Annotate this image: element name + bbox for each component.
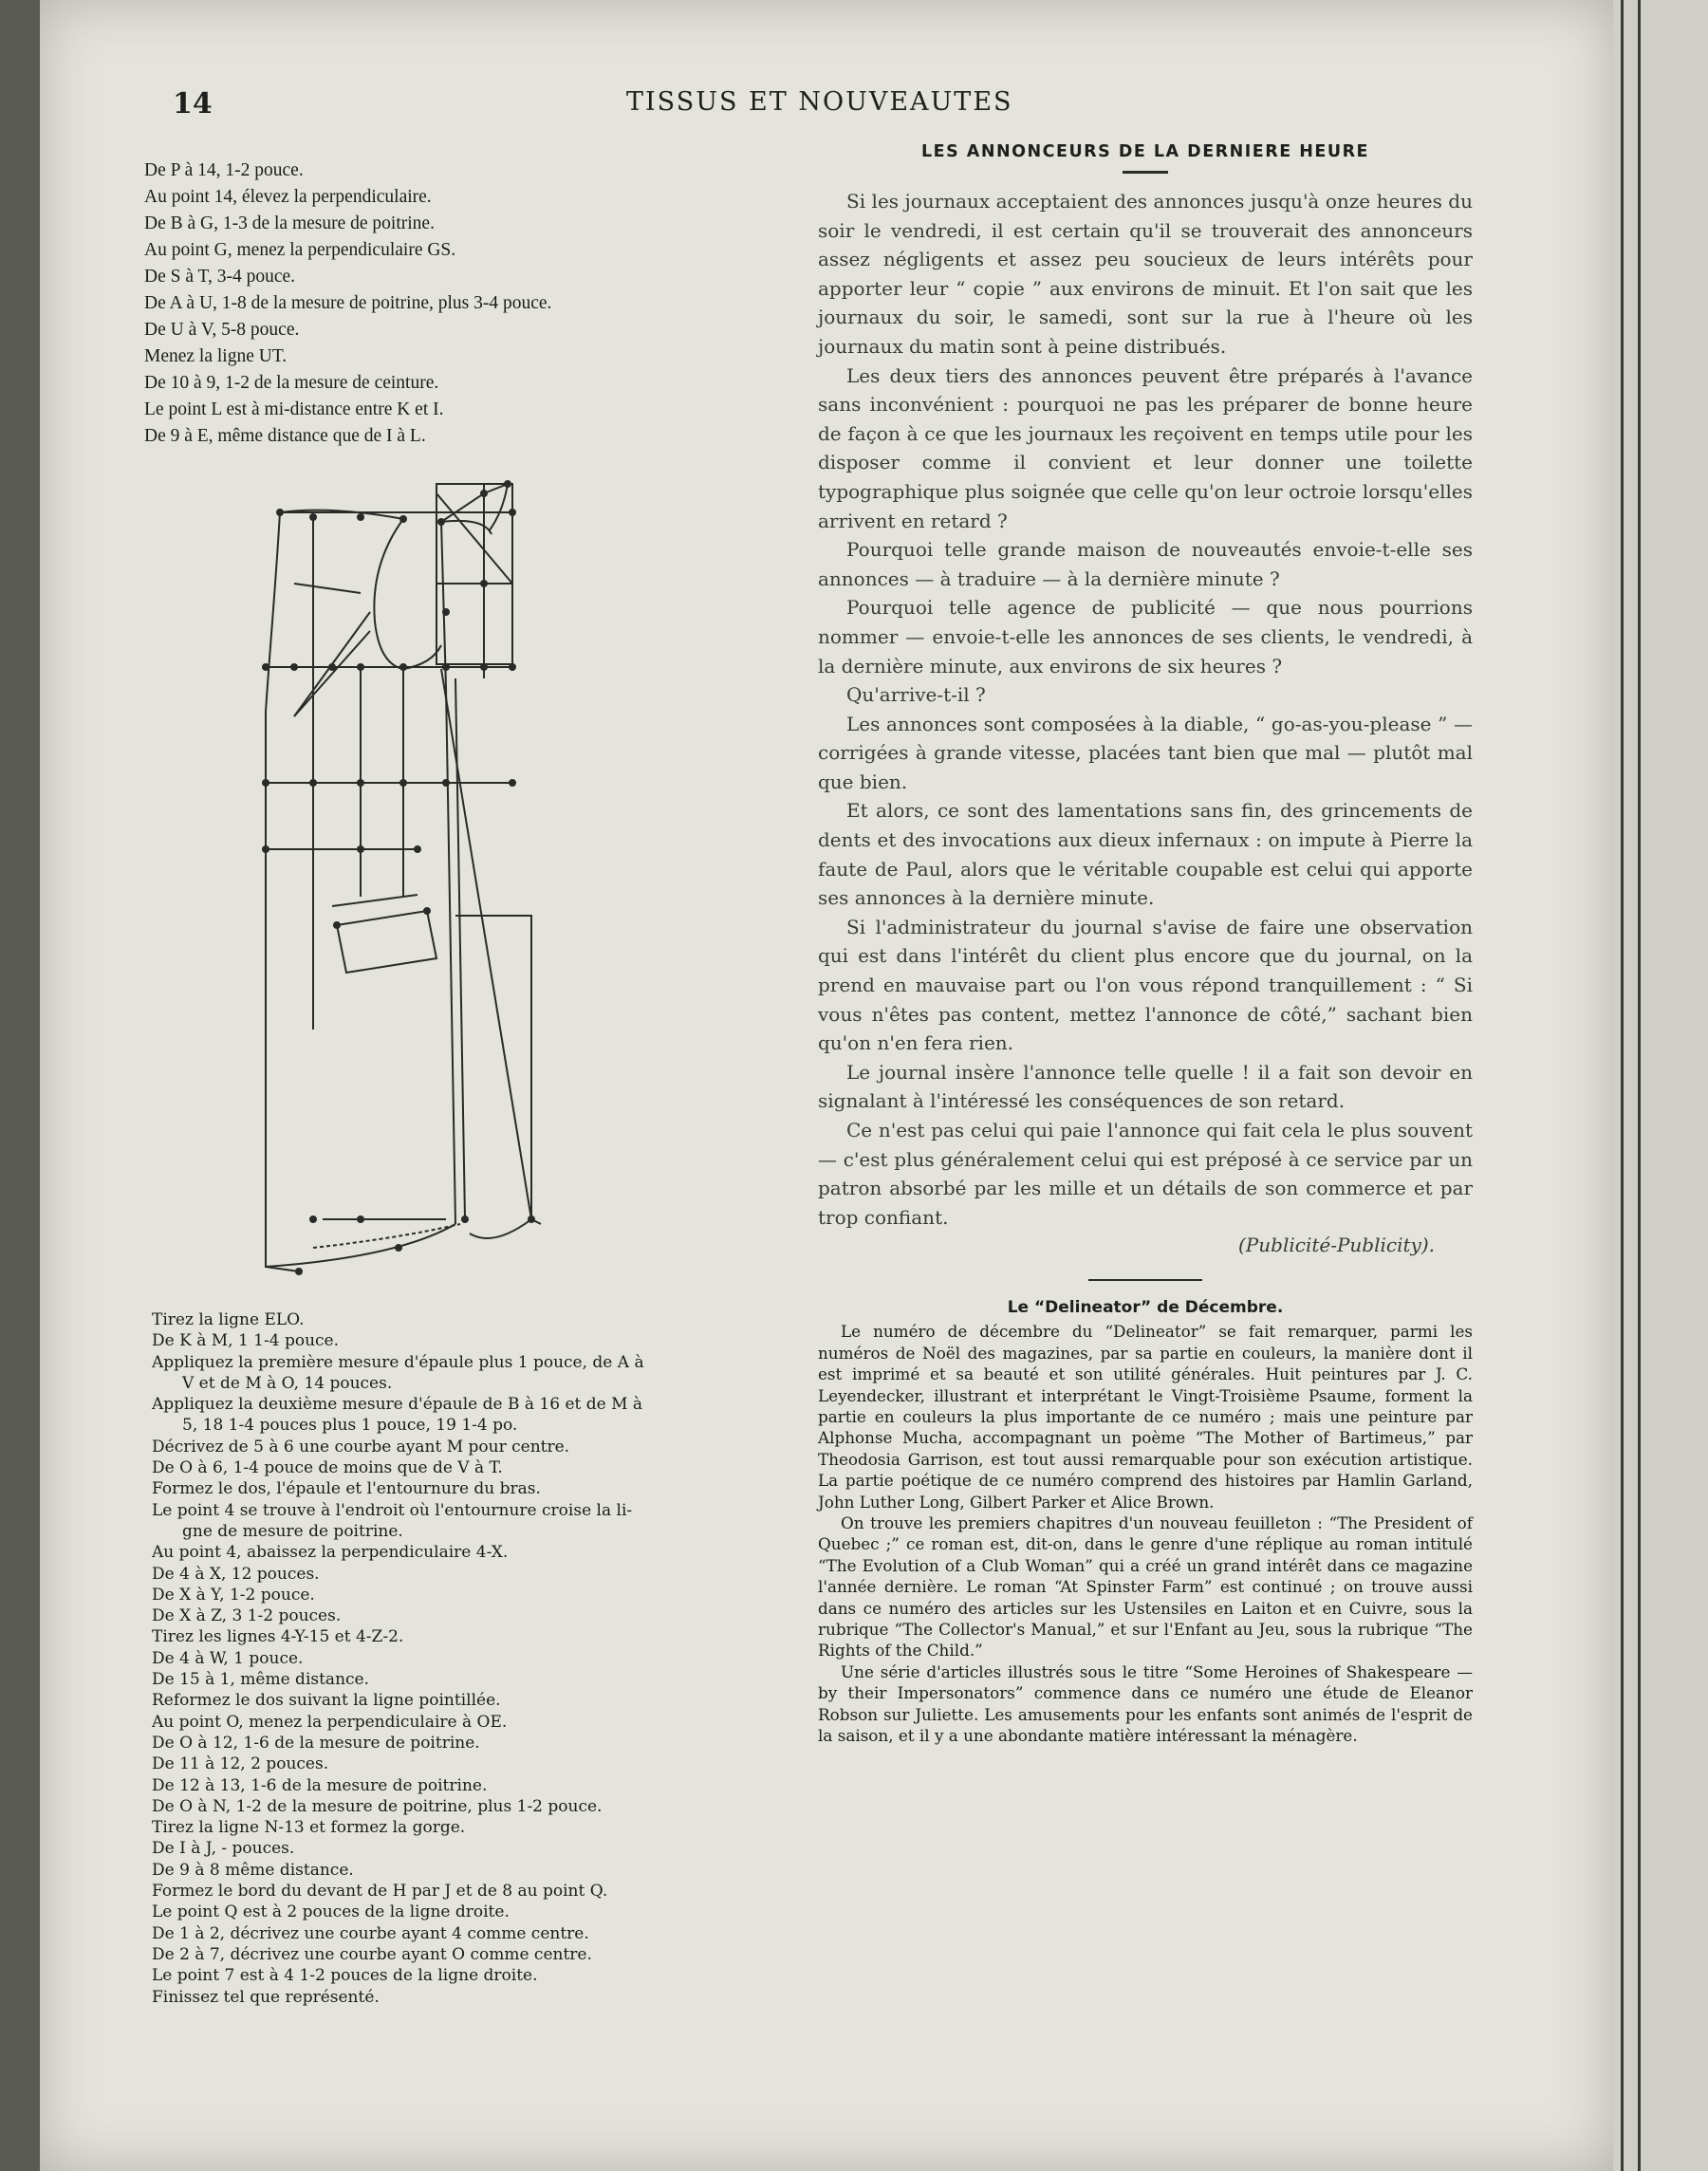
article-paragraph: Le journal insère l'annonce telle quelle ! il a fait son devoir en signalant à l'intéressé les conséquences de son retard. [818,1060,1473,1113]
garment-pattern-diagram [256,460,702,1295]
instruction-line: De 4 à X, 12 pouces. [152,1564,320,1584]
page-number: 14 [173,87,213,121]
instruction-line: De B à G, 1-3 de la mesure de poitrine. [144,213,435,233]
article-credit: (Publicité-Publicity). [1238,1234,1435,1257]
instruction-line: De X à Z, 3 1-2 pouces. [152,1606,342,1626]
instruction-line: Reformez le dos suivant la ligne pointillée. [152,1691,501,1711]
instruction-line: De I à J, - pouces. [152,1839,295,1859]
instruction-line: De 9 à E, même distance que de I à L. [144,426,426,446]
article-paragraph: Si les journaux acceptaient des annonces jusqu'à onze heures du soir le vendredi, il est certain qu'il se trouverait des annonceurs assez négligents et assez peu soucieux de leurs intérêts pour apporter leur “ copie ” aux environs de minuit. Et l'on sait que les journaux du soir, le samedi, sont sur la rue à l'heure où les journaux du matin sont à peine distribués. [818,190,1473,358]
instruction-line: Appliquez la première mesure d'épaule plus 1 pouce, de A à [152,1352,644,1372]
instruction-line: Décrivez de 5 à 6 une courbe ayant M pour centre. [152,1437,570,1457]
instruction-line: Menez la ligne UT. [144,346,288,366]
instruction-line: De P à 14, 1-2 pouce. [144,160,304,180]
instruction-line: De U à V, 5-8 pouce. [144,320,300,340]
instruction-line: Au point 14, élevez la perpendiculaire. [144,187,432,207]
article-paragraph: Ce n'est pas celui qui paie l'annonce qui fait cela le plus souvent — c'est plus généralement celui qui est préposé à ce service par un patron absorbé par les mille et un détails de son commerce et par trop confiant. [818,1119,1473,1229]
article-paragraph: Qu'arrive-t-il ? [846,683,986,707]
instruction-line: De O à N, 1-2 de la mesure de poitrine, plus 1-2 pouce. [152,1796,603,1816]
instruction-line: De 1 à 2, décrivez une courbe ayant 4 comme centre. [152,1923,589,1943]
instruction-line: Tirez la ligne N-13 et formez la gorge. [152,1818,466,1838]
instruction-line: De 11 à 12, 2 pouces. [152,1754,329,1774]
instruction-line: gne de mesure de poitrine. [182,1521,403,1541]
instruction-line: 5, 18 1-4 pouces plus 1 pouce, 19 1-4 po. [182,1416,518,1436]
instruction-line: V et de M à O, 14 pouces. [182,1373,393,1393]
instruction-line: De X à Y, 1-2 pouce. [152,1585,315,1605]
instruction-line: Le point L est à mi-distance entre K et I. [144,399,444,419]
article-paragraph: Les annonces sont composées à la diable, “ go-as-you-please ” — corrigées à grande vitesse, placées tant bien que mal — plutôt mal que bien. [818,712,1473,793]
instruction-line: De 15 à 1, même distance. [152,1670,370,1690]
instruction-line: De O à 12, 1-6 de la mesure de poitrine. [152,1733,480,1753]
instruction-line: De K à M, 1 1-4 pouce. [152,1331,340,1351]
instruction-line: Formez le bord du devant de H par J et de 8 au point Q. [152,1882,608,1902]
instruction-line: De O à 6, 1-4 pouce de moins que de V à T. [152,1458,503,1478]
pattern-instructions-top [144,158,808,450]
running-title: TISSUS ET NOUVEAUTES [626,87,1013,117]
instruction-line: Le point 4 se trouve à l'endroit où l'entournure croise la li- [152,1500,633,1520]
instruction-line: Formez le dos, l'épaule et l'entournure du bras. [152,1479,541,1499]
pattern-instructions-bottom [152,1309,835,2008]
instruction-line: Le point Q est à 2 pouces de la ligne droite. [152,1902,510,1922]
next-page-edge [1613,0,1708,2171]
instruction-line: Au point 4, abaissez la perpendiculaire 4-X. [152,1543,509,1563]
instruction-line: De 4 à W, 1 pouce. [152,1648,304,1668]
article-announceurs [818,187,1473,1232]
instruction-line: Le point 7 est à 4 1-2 pouces de la ligne droite. [152,1966,538,1986]
article-paragraph: Et alors, ce sont des lamentations sans fin, des grincements de dents et des invocations aux dieux infernaux : on impute à Pierre la faute de Paul, alors que le véritable coupable est celui qui apporte ses annonces à la dernière minute. [818,799,1473,910]
instruction-line: Appliquez la deuxième mesure d'épaule de B à 16 et de M à [152,1395,643,1415]
instruction-line: De S à T, 3-4 pouce. [144,267,296,287]
article-paragraph: Le numéro de décembre du “Delineator” se fait remarquer, parmi les numéros de Noël des magazines, par sa partie en couleurs, la manière dont il est imprimé et sa beauté et son utilité générales. Huit peintures par J. C. Leyendecker, illustrant et interprétant le Vingt-Troisième Psaume, forment la partie en couleurs la plus importante de ce numéro ; mais une peinture par Alphonse Mucha, accompagnant un poème “The Mother of Bartimeus,” par Theodosia Garrison, est tout aussi remarquable pour son exécution artistique. La partie poétique de ce numéro comprend des histoires par Hamlin Garland, John Luther Long, Gilbert Parker et Alice Brown. [818,1322,1473,1512]
instruction-line: Au point G, menez la perpendiculaire GS. [144,240,456,260]
article-subheadline: Le “Delineator” de Décembre. [1007,1298,1284,1318]
article-paragraph: Les deux tiers des annonces peuvent être préparés à l'avance sans inconvénient : pourquoi ne pas les préparer de bonne heure de façon à ce que les journaux les reçoivent en temps utile pour les disposer comme il convient et leur donner une toilette typographique plus soignée que celle qu'on leur octroie lorsqu'elles arrivent en retard ? [818,363,1473,532]
right-column [818,142,1473,1747]
instruction-line: De 2 à 7, décrivez une courbe ayant O comme centre. [152,1944,592,1964]
article-paragraph: On trouve les premiers chapitres d'un nouveau feuilleton : “The President of Quebec ;” ce roman est, dit-on, dans le genre d'une réplique au roman intitulé “The Evolution of a Club Woman” qui a créé un grand intérêt dans ce magazine l'année dernière. Le roman “At Spinster Farm” est continué ; on trouve aussi dans ce numéro des articles sur les Ustensiles en Laiton et en Cuivre, sous la rubrique “The Collector's Manual,” et sur l'Enfant au Jeu, sous la rubrique “The Rights of the Child.” [818,1513,1473,1661]
section-divider [1088,1279,1202,1281]
article-paragraph: Si l'administrateur du journal s'avise de faire une observation qui est dans l'intérêt du client plus encore que du journal, on la prend en mauvaise part ou l'on vous répond tranquillement : “ Si vous n'êtes pas content, mettez l'annonce de côté,” sachant bien qu'on n'en fera rien. [818,915,1473,1055]
instruction-line: De 9 à 8 même distance. [152,1860,354,1880]
article-headline: LES ANNONCEURS DE LA DERNIERE HEURE [920,142,1370,161]
headline-rule [1123,171,1168,174]
instruction-line: De 12 à 13, 1-6 de la mesure de poitrine. [152,1775,488,1795]
article-paragraph: Une série d'articles illustrés sous le titre “Some Heroines of Shakespeare — by their Impersonators” commence dans ce numéro une étude de Eleanor Robson sur Juliette. Les amusements pour les enfants sont animés de l'esprit de la saison, et il y a une abondante matière intéressant la ménagère. [818,1661,1473,1746]
article-delineator [818,1321,1473,1746]
instruction-line: Tirez les lignes 4-Y-15 et 4-Z-2. [152,1627,404,1647]
article-paragraph: Pourquoi telle agence de publicité — que nous pourrions nommer — envoie-t-elle les annonces de ses clients, le vendredi, à la dernière minute, aux environs de six heures ? [818,596,1473,677]
article-paragraph: Pourquoi telle grande maison de nouveautés envoie-t-elle ses annonces — à traduire — à la dernière minute ? [818,538,1473,590]
instruction-line: Au point O, menez la perpendiculaire à OE. [152,1712,508,1732]
instruction-line: Finissez tel que représenté. [152,1987,380,2007]
instruction-line: De A à U, 1-8 de la mesure de poitrine, plus 3-4 pouce. [144,293,552,313]
instruction-line: De 10 à 9, 1-2 de la mesure de ceinture. [144,373,439,393]
instruction-line: Tirez la ligne ELO. [152,1310,305,1329]
